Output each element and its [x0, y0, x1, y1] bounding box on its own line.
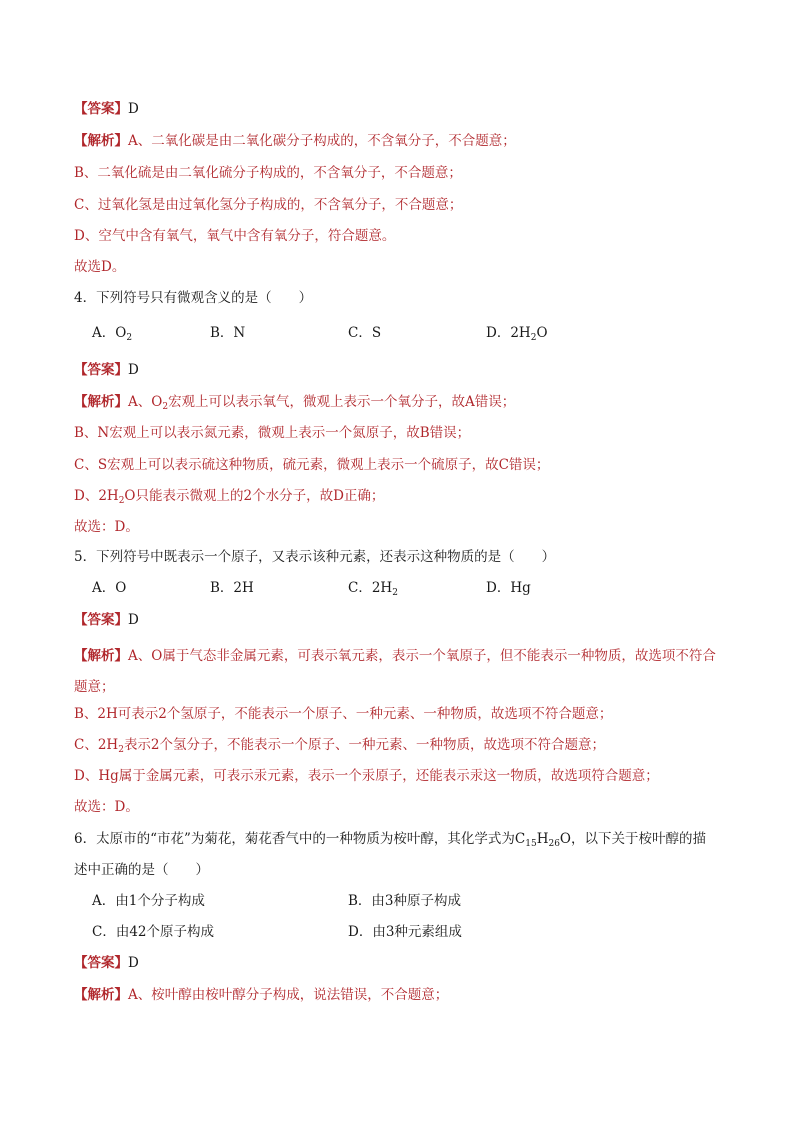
- q4-option-c: C．S: [348, 325, 382, 341]
- q6-answer: 【答案】D: [74, 955, 139, 971]
- q4-conclusion: 故选：D。: [74, 519, 139, 535]
- q5-answer: 【答案】D: [74, 612, 139, 628]
- answer-value: D: [128, 101, 139, 117]
- analysis-label: 【解析】: [74, 133, 128, 149]
- q6-analysis-a: 【解析】A、桉叶醇由桉叶醇分子构成，说法错误，不合题意；: [74, 987, 449, 1003]
- q5-option-d: D．Hg: [486, 580, 531, 596]
- q6-option-a: A．由1个分子构成: [92, 893, 205, 909]
- answer-label: 【答案】: [74, 101, 128, 117]
- q3-analysis-b: B、二氧化硫是由二氧化硫分子构成的，不含氧分子，不合题意；: [74, 165, 462, 181]
- q3-analysis-a: 【解析】A、二氧化碳是由二氧化碳分子构成的，不含氧分子，不合题意；: [74, 133, 516, 149]
- q5-option-b: B．2H: [210, 580, 254, 596]
- q6-option-b: B．由3种原子构成: [348, 893, 462, 909]
- q6-stem-line2: 述中正确的是（ ）: [74, 862, 209, 878]
- q3-conclusion: 故选D。: [74, 259, 126, 275]
- q4-option-b: B．N: [210, 325, 246, 341]
- q5-conclusion: 故选：D。: [74, 799, 139, 815]
- q4-option-a: A．$O_2$: [92, 325, 133, 343]
- q4-analysis-c: C、S宏观上可以表示硫这种物质，硫元素，微观上表示一个硫原子，故C错误；: [74, 457, 550, 473]
- q4-analysis-d: D、$2H_2O$只能表示微观上的2个水分子，故D正确；: [74, 488, 385, 506]
- q3-answer: [74, 99, 734, 119]
- q4-answer: 【答案】D: [74, 362, 139, 378]
- q5-stem: 5．下列符号中既表示一个原子，又表示该种元素，还表示这种物质的是（ ）: [74, 549, 556, 565]
- q5-analysis-d: D、Hg属于金属元素，可表示汞元素，表示一个汞原子，还能表示汞这一物质，故选项符合题意；: [74, 768, 659, 784]
- q5-option-a: A．O: [92, 580, 127, 596]
- q4-analysis-a: 【解析】A、$O_2$宏观上可以表示氧气，微观上表示一个氧分子，故A错误；: [74, 394, 516, 412]
- q5-option-c: C．$2H_2$: [348, 580, 398, 598]
- q5-analysis-c: C、$2H_2$表示2个氢分子，不能表示一个原子、一种元素、一种物质，故选项不符合题意；: [74, 737, 606, 755]
- q3-analysis-c: C、过氧化氢是由过氧化氢分子构成的，不含氧分子，不合题意；: [74, 197, 463, 213]
- q4-option-d: D．$2H_2O$: [486, 325, 548, 343]
- q4-analysis-b: B、N宏观上可以表示氮元素，微观上表示一个氮原子，故B错误；: [74, 425, 471, 441]
- q6-option-d: D．由3种元素组成: [348, 924, 462, 940]
- q6-stem-line1: 6．太原市的“市花”为菊花，菊花香气中的一种物质为桉叶醇，其化学式为$C_{15}H_{26}O$，以下关于桉叶醇的描: [74, 831, 706, 849]
- q4-stem: 4．下列符号只有微观含义的是（ ）: [74, 290, 313, 306]
- q5-analysis-b: B、2H可表示2个氢原子，不能表示一个原子、一种元素、一种物质，故选项不符合题意；: [74, 706, 613, 722]
- q6-option-c: C．由42个原子构成: [92, 924, 215, 940]
- q5-analysis-a: 【解析】A、O属于气态非金属元素，可表示氧元素，表示一个氧原子，但不能表示一种物质，故选项不符合题意；: [74, 648, 716, 695]
- q3-analysis-d: D、空气中含有氧气，氧气中含有氧分子，符合题意。: [74, 228, 396, 244]
